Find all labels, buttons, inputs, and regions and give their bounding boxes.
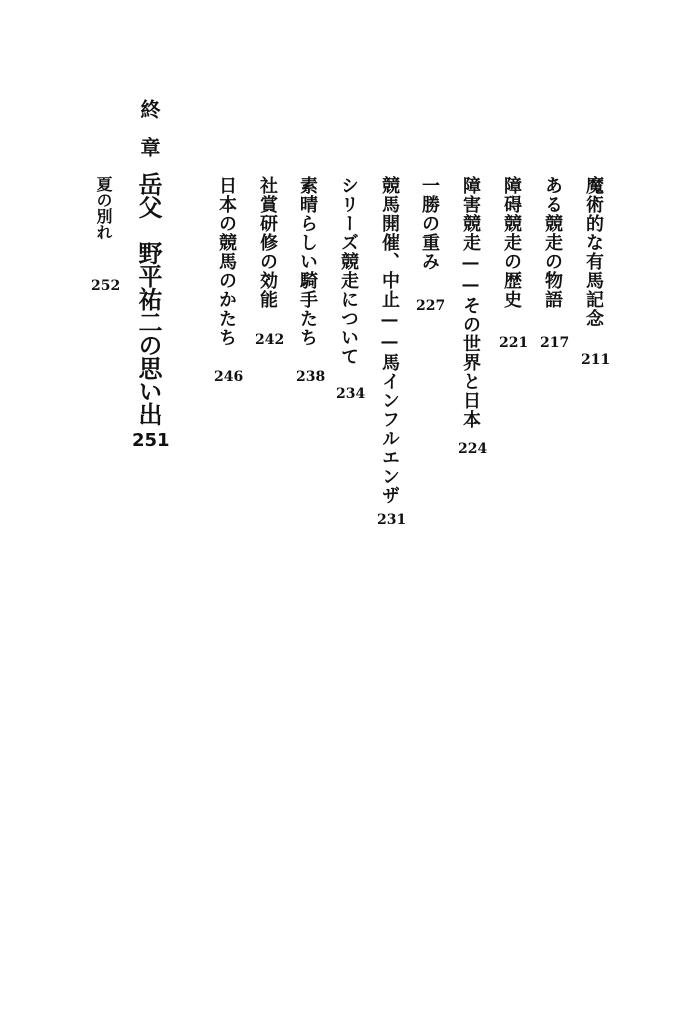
toc-entry-page: 211 (581, 352, 611, 368)
toc-entry-title: 障碍競走の歴史 (501, 176, 522, 309)
final-chapter-title: 岳父 野平祐二の思い出 (134, 172, 162, 425)
toc-entry-page: 238 (296, 369, 326, 385)
final-chapter-label: 章 (137, 137, 161, 157)
toc-entry-title: シリーズ競走について (338, 176, 359, 366)
toc-entry-title: 障害競走——その世界と日本 (460, 176, 481, 429)
toc-entry-title: 競馬開催、中止——馬インフルエンザ (379, 176, 400, 505)
toc-entry-page: 234 (336, 386, 366, 402)
toc-entry-page: 224 (458, 441, 488, 457)
toc-entry-title: ある競走の物語 (542, 176, 563, 309)
toc-entry-title: 日本の競馬のかたち (216, 176, 237, 347)
final-chapter-page: 251 (132, 430, 170, 451)
final-chapter-sub-title: 夏の別れ (94, 176, 113, 240)
toc-entry-page: 227 (416, 298, 446, 314)
final-chapter-label: 終 (137, 99, 161, 119)
toc-entry-title: 一勝の重み (419, 176, 440, 271)
toc-entry-page: 217 (540, 335, 570, 351)
toc-entry-page: 246 (214, 369, 244, 385)
toc-entry-title: 魔術的な有馬記念 (583, 176, 604, 328)
final-chapter-sub-page: 252 (91, 278, 121, 294)
toc-entry-page: 242 (255, 332, 285, 348)
toc-entry-title: 素晴らしい騎手たち (297, 176, 318, 347)
toc-entry-page: 231 (377, 512, 407, 528)
toc-entry-title: 社賞研修の効能 (257, 176, 278, 309)
toc-entry-page: 221 (499, 335, 529, 351)
